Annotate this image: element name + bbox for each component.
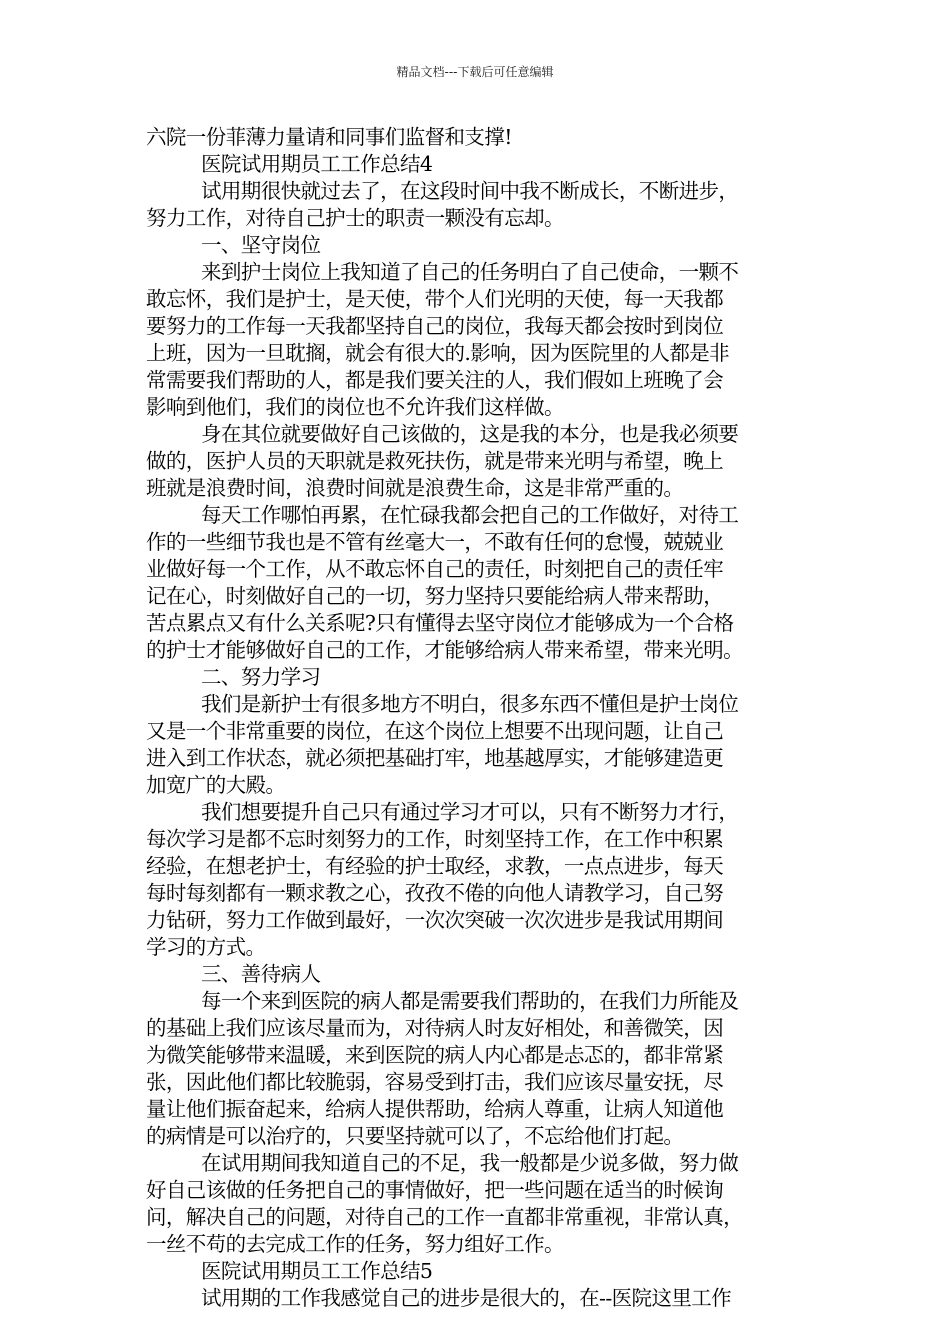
text-line: 来到护士岗位上我知道了自己的任务明白了自己使命，一颗不 <box>201 260 739 284</box>
text-line: 一丝不苟的去完成工作的任务，努力组好工作。 <box>146 1232 564 1256</box>
text-line: 影响到他们，我们的岗位也不允许我们这样做。 <box>146 395 564 419</box>
text-line: 六院一份菲薄力量请和同事们监督和支撑! <box>146 125 512 149</box>
page-header-watermark: 精品文档---下载后可任意编辑 <box>396 65 554 79</box>
text-line: 问，解决自己的问题，对待自己的工作一直都非常重视，非常认真， <box>146 1205 743 1229</box>
text-line: 为微笑能够带来温暖，来到医院的病人内心都是忐忑的，都非常紧 <box>146 1043 724 1067</box>
text-line: 敢忘怀，我们是护士，是天使，带个人们光明的天使，每一天我都 <box>146 287 724 311</box>
text-line: 的病情是可以治疗的，只要坚持就可以了，不忘给他们打起。 <box>146 1124 684 1148</box>
text-line: 医院试用期员工工作总结4 <box>201 152 433 176</box>
text-line: 我们是新护士有很多地方不明白，很多东西不懂但是护士岗位 <box>201 692 739 716</box>
text-line: 的基础上我们应该尽量而为，对待病人时友好相处，和善微笑，因 <box>146 1016 724 1040</box>
text-line: 努力工作，对待自己护士的职责一颗没有忘却。 <box>146 206 564 230</box>
text-line: 身在其位就要做好自己该做的，这是我的本分，也是我必须要 <box>201 422 739 446</box>
text-line: 试用期的工作我感觉自己的进步是很大的，在--医院这里工作 <box>201 1286 732 1310</box>
text-line: 班就是浪费时间，浪费时间就是浪费生命，这是非常严重的。 <box>146 476 684 500</box>
text-line: 又是一个非常重要的岗位，在这个岗位上想要不出现问题，让自己 <box>146 719 724 743</box>
text-line: 苦点累点又有什么关系呢?只有懂得去坚守岗位才能够成为一个合格 <box>146 611 734 635</box>
text-line: 常需要我们帮助的人，都是我们要关注的人，我们假如上班晚了会 <box>146 368 724 392</box>
text-line: 力钻研，努力工作做到最好，一次次突破一次次进步是我试用期间 <box>146 908 724 932</box>
text-line: 一、坚守岗位 <box>201 233 321 257</box>
document-body <box>146 124 814 1312</box>
text-line: 在试用期间我知道自己的不足，我一般都是少说多做，努力做 <box>201 1151 739 1175</box>
text-line: 量让他们振奋起来，给病人提供帮助，给病人尊重，让病人知道他 <box>146 1097 724 1121</box>
text-line: 每天工作哪怕再累，在忙碌我都会把自己的工作做好，对待工 <box>201 503 739 527</box>
text-line: 作的一些细节我也是不管有丝毫大一，不敢有任何的怠慢，兢兢业 <box>146 530 724 554</box>
text-line: 每时每刻都有一颗求教之心，孜孜不倦的向他人请教学习，自己努 <box>146 881 724 905</box>
text-line: 试用期很快就过去了，在这段时间中我不断成长，不断进步， <box>201 179 739 203</box>
text-line: 做的，医护人员的天职就是救死扶伤，就是带来光明与希望，晚上 <box>146 449 724 473</box>
text-line: 加宽广的大殿。 <box>146 773 286 797</box>
text-line: 三、善待病人 <box>201 962 321 986</box>
text-line: 每次学习是都不忘时刻努力的工作，时刻坚持工作，在工作中积累 <box>146 827 724 851</box>
text-line: 张，因此他们都比较脆弱，容易受到打击，我们应该尽量安抚，尽 <box>146 1070 724 1094</box>
text-line: 的护士才能够做好自己的工作，才能够给病人带来希望，带来光明。 <box>146 638 743 662</box>
text-line: 进入到工作状态，就必须把基础打牢，地基越厚实，才能够建造更 <box>146 746 724 770</box>
text-line: 学习的方式。 <box>146 935 266 959</box>
text-line: 上班，因为一旦耽搁，就会有很大的.影响，因为医院里的人都是非 <box>146 341 730 365</box>
text-line: 二、努力学习 <box>201 665 321 689</box>
text-line: 记在心，时刻做好自己的一切，努力坚持只要能给病人带来帮助， <box>146 584 724 608</box>
text-line: 经验，在想老护士，有经验的护士取经，求教，一点点进步，每天 <box>146 854 724 878</box>
text-line: 好自己该做的任务把自己的事情做好，把一些问题在适当的时候询 <box>146 1178 724 1202</box>
text-line: 医院试用期员工工作总结5 <box>201 1259 433 1283</box>
text-line: 要努力的工作每一天我都坚持自己的岗位，我每天都会按时到岗位 <box>146 314 724 338</box>
text-line: 我们想要提升自己只有通过学习才可以，只有不断努力才行， <box>201 800 739 824</box>
text-line: 每一个来到医院的病人都是需要我们帮助的，在我们力所能及 <box>201 989 739 1013</box>
text-line: 业做好每一个工作，从不敢忘怀自己的责任，时刻把自己的责任牢 <box>146 557 724 581</box>
